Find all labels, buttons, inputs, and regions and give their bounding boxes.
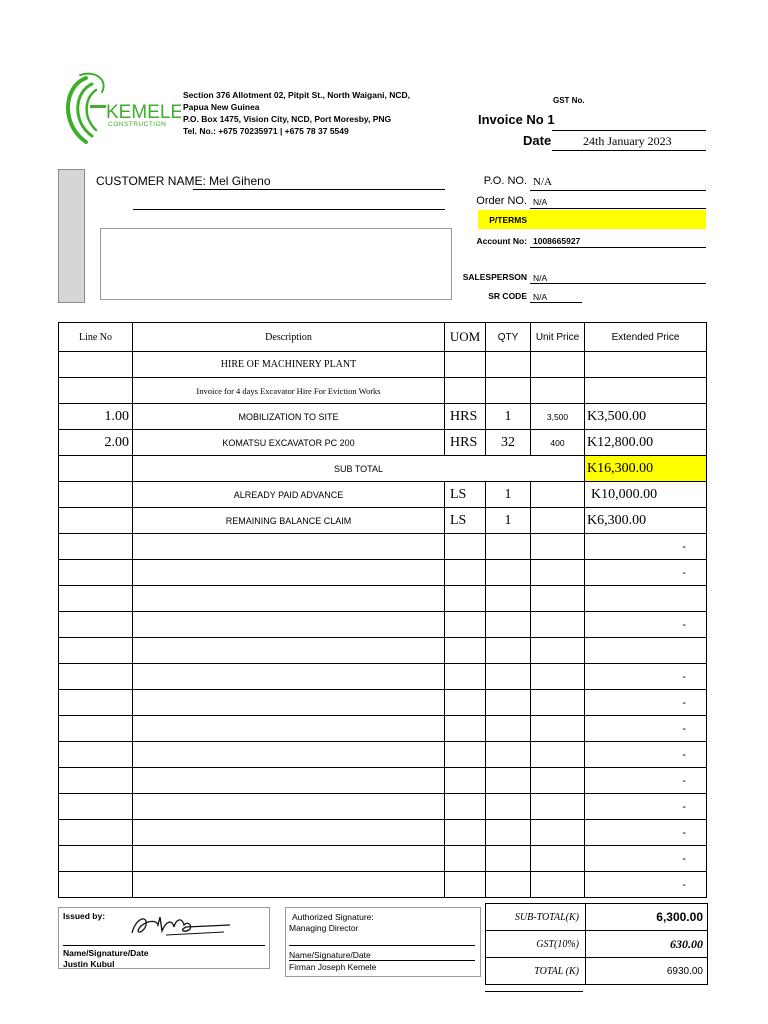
header-description: Description [133,323,445,352]
table-row [59,768,707,794]
table-row [59,378,707,404]
authorized-title: Managing Director [289,923,359,933]
salesperson-label: SALESPERSON [462,272,527,282]
totals-gst-value[interactable]: 630.00 [586,931,708,958]
table-row [59,586,707,612]
issued-name: Justin Kubul [63,959,115,969]
item-extended-price[interactable]: - [585,742,707,768]
cell[interactable] [59,586,133,612]
cell[interactable] [486,846,531,872]
issued-sig-label: Name/Signature/Date [63,948,149,958]
logo-subtext: CONSTRUCTION [108,121,167,128]
cell[interactable] [445,820,486,846]
cell[interactable] [486,664,531,690]
date-label: Date [523,133,552,148]
authorized-label: Authorized Signature: [292,912,374,922]
item-qty[interactable]: 1 [486,508,531,534]
cell[interactable] [59,872,133,898]
table-row [59,508,707,534]
customer-name-field[interactable] [96,174,271,188]
gst-label: GST No. [553,96,585,105]
invoice-note[interactable]: Invoice for 4 days Excavator Hire For Eviction Works [133,378,445,404]
totals-subtotal-value[interactable]: 6,300.00 [586,904,708,931]
totals-subtotal-label: SUB-TOTAL(K) [486,904,586,931]
cell[interactable] [133,716,445,742]
srcode-label: SR CODE [488,291,527,301]
item-extended-price[interactable] [585,586,707,612]
cell[interactable] [59,456,133,482]
table-row [59,534,707,560]
item-extended-price[interactable]: K3,500.00 [585,404,707,430]
authorized-sig-label: Name/Signature/Date [289,950,371,960]
item-extended-price[interactable]: - [585,534,707,560]
cell[interactable] [486,794,531,820]
authorized-sig-line-top [289,945,475,946]
authorized-sig-line [289,960,475,961]
item-unit-price[interactable]: 3,500 [531,404,585,430]
cell[interactable] [59,352,133,378]
cell[interactable] [133,638,445,664]
item-unit-price[interactable]: 400 [531,430,585,456]
cell[interactable] [486,768,531,794]
account-label: Account No: [476,236,527,246]
totals-table [485,903,708,985]
cell[interactable] [531,638,585,664]
cell[interactable] [59,534,133,560]
cell[interactable] [531,508,585,534]
cell[interactable] [486,716,531,742]
item-extended-price[interactable]: - [585,690,707,716]
cell[interactable] [531,534,585,560]
cell[interactable] [133,820,445,846]
cell[interactable] [445,378,486,404]
table-row [59,742,707,768]
item-extended-price[interactable]: - [585,820,707,846]
header-unit-price: Unit Price [531,323,585,352]
item-extended-price[interactable]: - [585,664,707,690]
customer-address-box[interactable] [100,228,452,300]
cell[interactable] [59,846,133,872]
empty-rows [59,534,707,898]
authorized-name: Firman Joseph Kemele [289,962,377,972]
side-grey-bar [58,169,85,303]
company-address [183,89,410,137]
cell[interactable] [59,482,133,508]
item-qty[interactable]: 32 [486,430,531,456]
totals-total-row [486,958,708,985]
cell[interactable] [445,638,486,664]
srcode-value[interactable]: N/A [533,292,548,302]
cell[interactable] [486,378,531,404]
item-extended-price[interactable]: - [585,560,707,586]
item-qty[interactable]: 1 [486,404,531,430]
section-title[interactable]: HIRE OF MACHINERY PLANT [133,352,445,378]
item-description[interactable]: ALREADY PAID ADVANCE [133,482,445,508]
cell[interactable] [59,716,133,742]
table-row [59,690,707,716]
item-extended-price[interactable]: K6,300.00 [585,508,707,534]
item-description[interactable]: REMAINING BALANCE CLAIM [133,508,445,534]
totals-subtotal-row [486,904,708,931]
cell[interactable] [133,872,445,898]
po-label: P.O. NO. [483,175,527,187]
cell[interactable] [133,690,445,716]
table-row [59,664,707,690]
cell[interactable] [486,638,531,664]
cell[interactable] [531,846,585,872]
customer-name-value: Mel Giheno [209,174,271,188]
customer-line-2 [133,209,445,210]
table-row [59,560,707,586]
cell[interactable] [59,664,133,690]
cell[interactable] [531,586,585,612]
cell[interactable] [445,352,486,378]
cell[interactable] [445,768,486,794]
cell[interactable] [445,690,486,716]
cell[interactable] [59,508,133,534]
table-row [59,612,707,638]
totals-total-label: TOTAL (K) [486,958,586,985]
totals-gst-label: GST(10%) [486,931,586,958]
cell[interactable] [531,794,585,820]
cell[interactable] [59,690,133,716]
table-row [59,352,707,378]
cell[interactable] [585,378,707,404]
item-uom[interactable]: LS [445,482,486,508]
cell[interactable] [59,794,133,820]
srcode-line [530,302,582,303]
cell[interactable] [531,612,585,638]
date-line [552,150,706,151]
subtotal-value[interactable]: K16,300.00 [585,456,707,482]
table-row [59,820,707,846]
issued-by-label: Issued by: [63,911,106,921]
item-extended-price[interactable]: - [585,612,707,638]
item-uom[interactable]: HRS [445,404,486,430]
cell[interactable] [133,586,445,612]
cell[interactable] [531,742,585,768]
cell[interactable] [59,742,133,768]
table-row [59,482,707,508]
item-extended-price[interactable]: K12,800.00 [585,430,707,456]
cell[interactable] [531,768,585,794]
account-value[interactable]: 1008665927 [533,236,581,246]
po-line [530,190,706,191]
cell[interactable] [531,352,585,378]
cell[interactable] [445,560,486,586]
invoice-number-line [552,130,706,131]
cell[interactable] [486,560,531,586]
customer-name-label: CUSTOMER NAME: [96,174,206,188]
salesperson-line [530,283,706,284]
cell[interactable] [445,664,486,690]
po-value[interactable]: N/A [533,176,552,188]
item-extended-price[interactable]: - [585,768,707,794]
cell[interactable] [531,872,585,898]
header-qty: QTY [486,323,531,352]
totals-total-value[interactable]: 6930.00 [586,958,708,985]
item-extended-price[interactable]: - [585,794,707,820]
item-extended-price[interactable]: - [585,872,707,898]
table-row [59,716,707,742]
subtotal-label: SUB TOTAL [133,456,585,482]
cell[interactable] [445,534,486,560]
item-qty[interactable]: 1 [486,482,531,508]
cell[interactable] [133,560,445,586]
table-row [59,404,707,430]
cell[interactable] [133,768,445,794]
table-header-row [59,323,707,352]
invoice-date[interactable]: 24th January 2023 [583,134,672,148]
cell[interactable] [531,560,585,586]
item-description[interactable]: KOMATSU EXCAVATOR PC 200 [133,430,445,456]
cell[interactable] [59,768,133,794]
totals-bottom-line [485,991,583,992]
cell[interactable] [445,846,486,872]
address-line-3: P.O. Box 1475, Vision City, NCD, Port Moresby, PNG [183,114,392,124]
order-value[interactable]: N/A [533,197,548,207]
cell[interactable] [486,872,531,898]
cell[interactable] [445,586,486,612]
account-line [530,247,706,248]
item-extended-price[interactable]: K10,000.00 [585,482,707,508]
order-line [530,208,706,209]
items-table [58,322,707,898]
logo-text: KEMELE [106,102,181,123]
cell[interactable] [445,742,486,768]
cell[interactable] [531,820,585,846]
subtotal-row [59,456,707,482]
cell[interactable] [585,352,707,378]
address-line-4: Tel. No.: +675 70235971 | +675 78 37 5549 [183,126,349,136]
cell[interactable] [59,612,133,638]
address-line-2: Papua New Guinea [183,102,260,112]
item-extended-price[interactable] [585,638,707,664]
cell[interactable] [133,794,445,820]
table-row [59,872,707,898]
cell[interactable] [445,716,486,742]
customer-name-line [193,189,445,190]
totals-gst-row [486,931,708,958]
header-line-no: Line No [59,323,133,352]
address-line-1: Section 376 Allotment 02, Pitpit St., North Waigani, NCD, [183,90,411,100]
item-extended-price[interactable]: - [585,846,707,872]
cell[interactable] [59,560,133,586]
cell[interactable] [531,690,585,716]
cell[interactable] [133,612,445,638]
table-row [59,794,707,820]
cell[interactable] [133,742,445,768]
cell[interactable] [486,820,531,846]
cell[interactable] [133,534,445,560]
cell[interactable] [133,846,445,872]
line-no[interactable]: 2.00 [59,430,133,456]
salesperson-value[interactable]: N/A [533,273,548,283]
line-no[interactable]: 1.00 [59,404,133,430]
cell[interactable] [133,664,445,690]
cell[interactable] [486,352,531,378]
cell[interactable] [486,586,531,612]
item-extended-price[interactable]: - [585,716,707,742]
item-uom[interactable]: HRS [445,430,486,456]
table-row [59,430,707,456]
issued-sig-line [63,945,265,946]
cell[interactable] [486,742,531,768]
cell[interactable] [59,638,133,664]
table-row [59,638,707,664]
cell[interactable] [531,716,585,742]
invoice-number: Invoice No 1 [478,112,555,127]
header-uom: UOM [445,323,486,352]
cell[interactable] [531,378,585,404]
table-row [59,846,707,872]
cell[interactable] [531,664,585,690]
cell[interactable] [445,794,486,820]
cell[interactable] [486,534,531,560]
item-description[interactable]: MOBILIZATION TO SITE [133,404,445,430]
cell[interactable] [486,612,531,638]
cell[interactable] [445,612,486,638]
issued-signature [126,911,236,941]
cell[interactable] [59,820,133,846]
header-extended-price: Extended Price [585,323,707,352]
pterms-label: P/TERMS [489,215,527,225]
cell[interactable] [445,872,486,898]
cell[interactable] [59,378,133,404]
item-uom[interactable]: LS [445,508,486,534]
order-label: Order NO. [476,195,527,207]
cell[interactable] [531,482,585,508]
cell[interactable] [486,690,531,716]
company-logo [56,72,181,148]
